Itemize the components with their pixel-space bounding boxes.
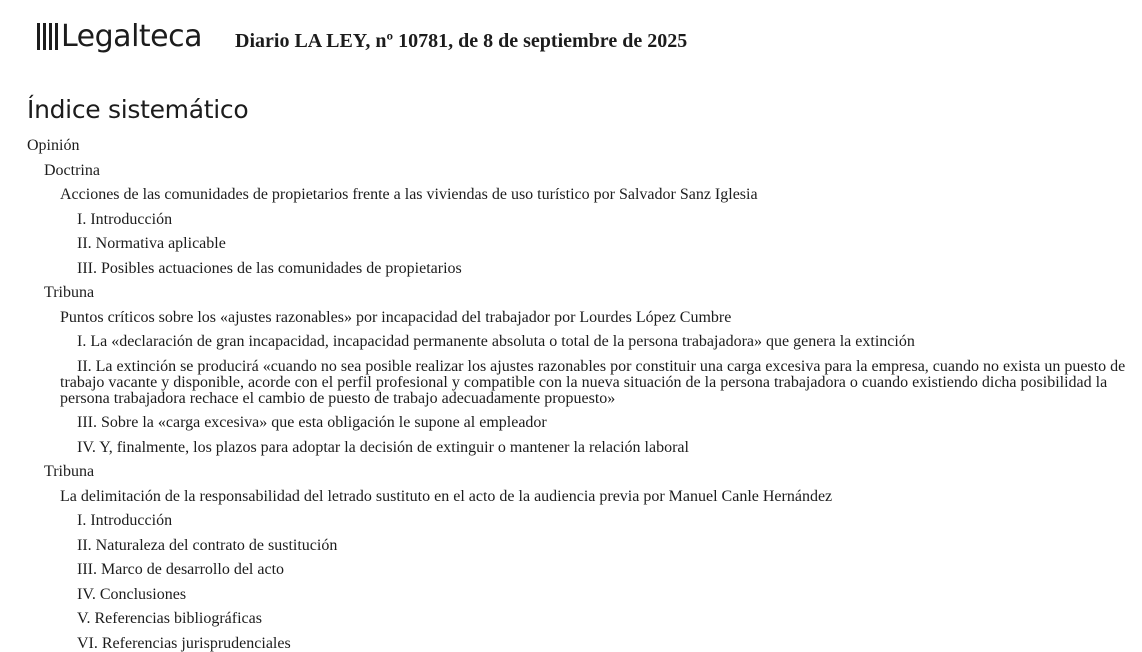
- legalteca-bars-icon: [37, 23, 58, 50]
- index-article-section: III. Posibles actuaciones de las comunidades de propietarios: [77, 259, 462, 277]
- index-article-section: III. Sobre la «carga excesiva» que esta obligación le supone al empleador: [77, 414, 547, 431]
- index-subsection-tribuna: Tribuna: [44, 284, 95, 301]
- index-article-section: IV. Y, finalmente, los plazos para adoptar la decisión de extinguir o mantener la relación laboral: [77, 438, 689, 456]
- page-title: Índice sistemático: [27, 95, 249, 124]
- index-article-section: II. Naturaleza del contrato de sustitución: [77, 536, 338, 554]
- legalteca-logo-text: Legalteca: [61, 19, 203, 54]
- issue-title: Diario LA LEY, nº 10781, de 8 de septiembre de 2025: [235, 30, 688, 52]
- index-article-section: III. Marco de desarrollo del acto: [77, 561, 285, 578]
- index-article-section: I. La «declaración de gran incapacidad, incapacidad permanente absoluta o total de la persona trabajadora» que genera la extinción: [77, 333, 915, 350]
- index-article-section: IV. Conclusiones: [77, 585, 187, 603]
- index-subsection-tribuna-2: Tribuna: [44, 463, 95, 480]
- document-header: [0, 0, 1142, 52]
- legalteca-logo: [37, 19, 203, 54]
- index-article-section: I. Introducción: [77, 210, 173, 228]
- index-subsection-doctrina: Doctrina: [44, 161, 100, 179]
- index-article-title: Puntos críticos sobre los «ajustes razonables» por incapacidad del trabajador por Lourdes López Cumbre: [60, 308, 732, 326]
- index-section-opinion: Opinión: [27, 137, 80, 154]
- index-article-title: Acciones de las comunidades de propietarios frente a las viviendas de uso turístico por Salvador Sanz Iglesia: [60, 186, 758, 203]
- index-article-title: La delimitación de la responsabilidad del letrado sustituto en el acto de la audiencia previa por Manuel Canle Hernández: [60, 487, 833, 505]
- systematic-index: [0, 138, 1142, 652]
- index-article-section: V. Referencias bibliográficas: [77, 610, 262, 627]
- index-article-section: II. La extinción se producirá «cuando no sea posible realizar los ajustes razonables por constituir una carga excesiva para la empresa, cuando no exista un puesto de trabajo vacante y disponible, acorde con el perfil profesional y compatible con la nueva situación de la persona trabajadora o cuando existiendo dicha posibilidad la persona trabajadora rechace el cambio de puesto de trabajo adecuadamente propuesto»: [60, 357, 1126, 407]
- index-article-section: VI. Referencias jurisprudenciales: [77, 634, 291, 652]
- index-article-section: I. Introducción: [77, 512, 173, 529]
- index-article-section: II. Normativa aplicable: [77, 235, 226, 252]
